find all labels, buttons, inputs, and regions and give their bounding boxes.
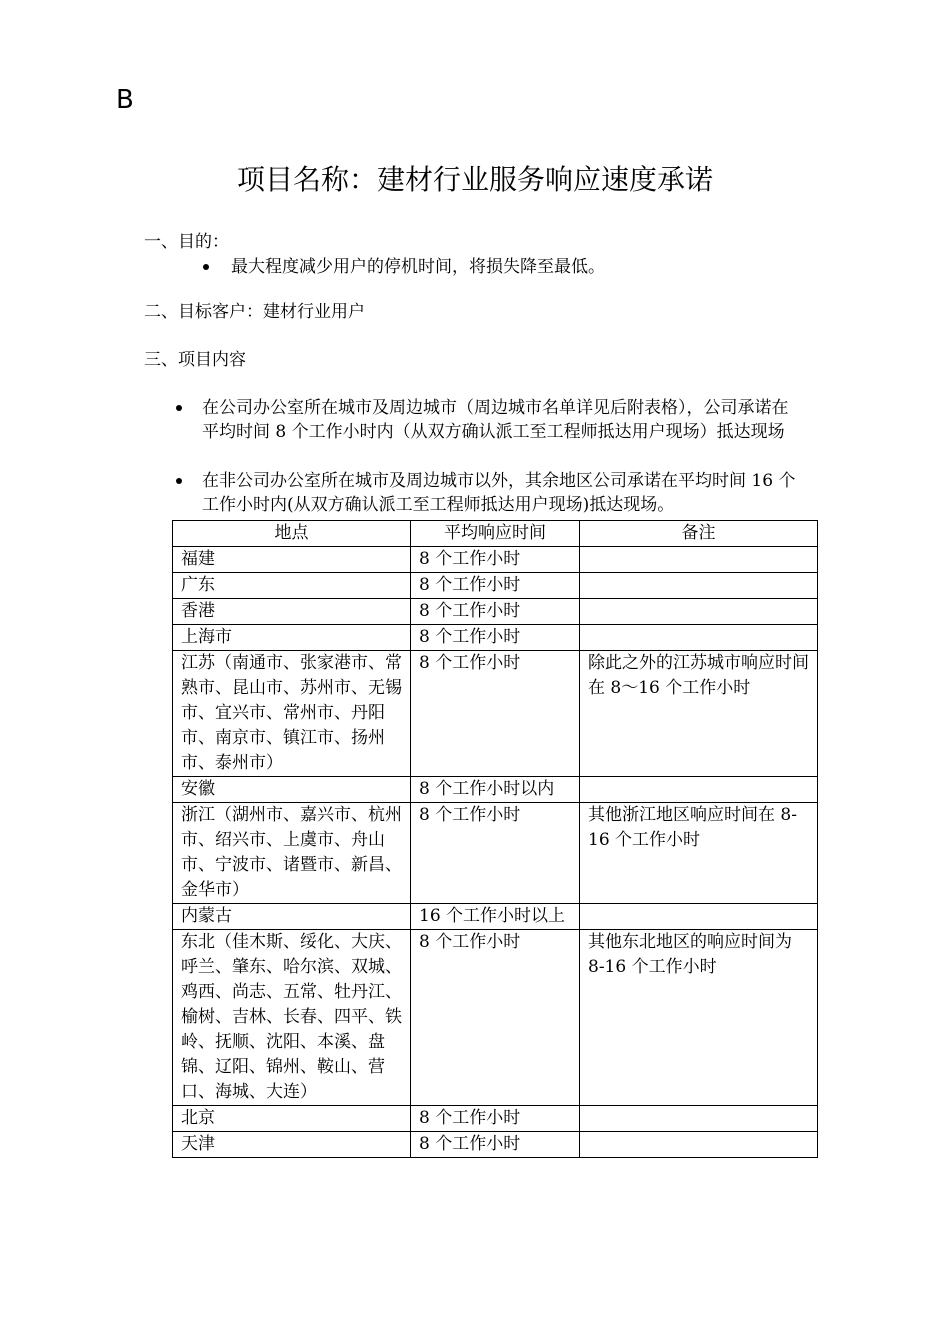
section-1-heading: 一、目的： xyxy=(144,232,229,252)
cell-remarks: 除此之外的江苏城市响应时间在 8～16 个工作小时 xyxy=(580,651,818,777)
cell-response-time: 8 个工作小时 xyxy=(411,651,580,777)
cell-remarks xyxy=(580,1106,818,1132)
section-1-bullet: 最大程度减少用户的停机时间，将损失降至最低。 xyxy=(231,257,605,277)
cell-remarks xyxy=(580,777,818,803)
table-row xyxy=(173,1106,818,1132)
section-3-bullet-1: 在公司办公室所在城市及周边城市（周边城市名单详见后附表格），公司承诺在平均时间 8 个工作小时内（从双方确认派工至工程师抵达用户现场）抵达现场 xyxy=(202,398,789,442)
cell-response-time: 16 个工作小时以上 xyxy=(411,904,580,930)
cell-location: 广东 xyxy=(173,573,411,599)
page-mark: B xyxy=(116,85,134,115)
cell-location: 上海市 xyxy=(173,625,411,651)
bullet-dot xyxy=(176,405,182,411)
cell-response-time: 8 个工作小时 xyxy=(411,803,580,904)
table-row xyxy=(173,904,818,930)
cell-location: 内蒙古 xyxy=(173,904,411,930)
bullet-dot xyxy=(203,264,209,270)
cell-remarks xyxy=(580,547,818,573)
cell-response-time: 8 个工作小时 xyxy=(411,1106,580,1132)
cell-location: 安徽 xyxy=(173,777,411,803)
table-row xyxy=(173,651,818,777)
table-header-row xyxy=(173,521,818,547)
page-title: 项目名称：建材行业服务响应速度承诺 xyxy=(236,163,713,196)
table-row xyxy=(173,930,818,1106)
cell-response-time: 8 个工作小时 xyxy=(411,547,580,573)
header-avg-response-time: 平均响应时间 xyxy=(411,521,580,547)
response-time-table xyxy=(172,520,818,1158)
cell-remarks xyxy=(580,904,818,930)
cell-location: 东北（佳木斯、绥化、大庆、呼兰、肇东、哈尔滨、双城、鸡西、尚志、五常、牡丹江、榆树、吉林、长春、四平、铁岭、抚顺、沈阳、本溪、盘锦、辽阳、锦州、鞍山、营口、海城、大连） xyxy=(173,930,411,1106)
cell-remarks xyxy=(580,573,818,599)
cell-remarks xyxy=(580,625,818,651)
cell-response-time: 8 个工作小时 xyxy=(411,1132,580,1158)
header-location: 地点 xyxy=(173,521,411,547)
section-2-heading: 二、目标客户：建材行业用户 xyxy=(144,302,365,322)
cell-remarks: 其他东北地区的响应时间为 8-16 个工作小时 xyxy=(580,930,818,1106)
cell-location: 浙江（湖州市、嘉兴市、杭州市、绍兴市、上虞市、舟山市、宁波市、诸暨市、新昌、金华市） xyxy=(173,803,411,904)
table-row xyxy=(173,599,818,625)
cell-response-time: 8 个工作小时 xyxy=(411,573,580,599)
cell-location: 香港 xyxy=(173,599,411,625)
cell-response-time: 8 个工作小时 xyxy=(411,599,580,625)
table-row xyxy=(173,777,818,803)
table-row xyxy=(173,625,818,651)
section-3-heading: 三、项目内容 xyxy=(144,350,246,370)
table-row xyxy=(173,803,818,904)
table-row xyxy=(173,573,818,599)
cell-location: 福建 xyxy=(173,547,411,573)
cell-remarks xyxy=(580,1132,818,1158)
cell-location: 北京 xyxy=(173,1106,411,1132)
table-row xyxy=(173,1132,818,1158)
cell-remarks xyxy=(580,599,818,625)
bullet-dot xyxy=(176,478,182,484)
cell-response-time: 8 个工作小时 xyxy=(411,625,580,651)
cell-remarks: 其他浙江地区响应时间在 8-16 个工作小时 xyxy=(580,803,818,904)
table-row xyxy=(173,547,818,573)
cell-location: 江苏（南通市、张家港市、常熟市、昆山市、苏州市、无锡市、宜兴市、常州市、丹阳市、南京市、镇江市、扬州市、泰州市） xyxy=(173,651,411,777)
header-remarks: 备注 xyxy=(580,521,818,547)
section-3-bullet-2: 在非公司办公室所在城市及周边城市以外，其余地区公司承诺在平均时间 16 个工作小时内(从双方确认派工至工程师抵达用户现场)抵达现场。 xyxy=(202,471,796,515)
cell-location: 天津 xyxy=(173,1132,411,1158)
cell-response-time: 8 个工作小时以内 xyxy=(411,777,580,803)
cell-response-time: 8 个工作小时 xyxy=(411,930,580,1106)
